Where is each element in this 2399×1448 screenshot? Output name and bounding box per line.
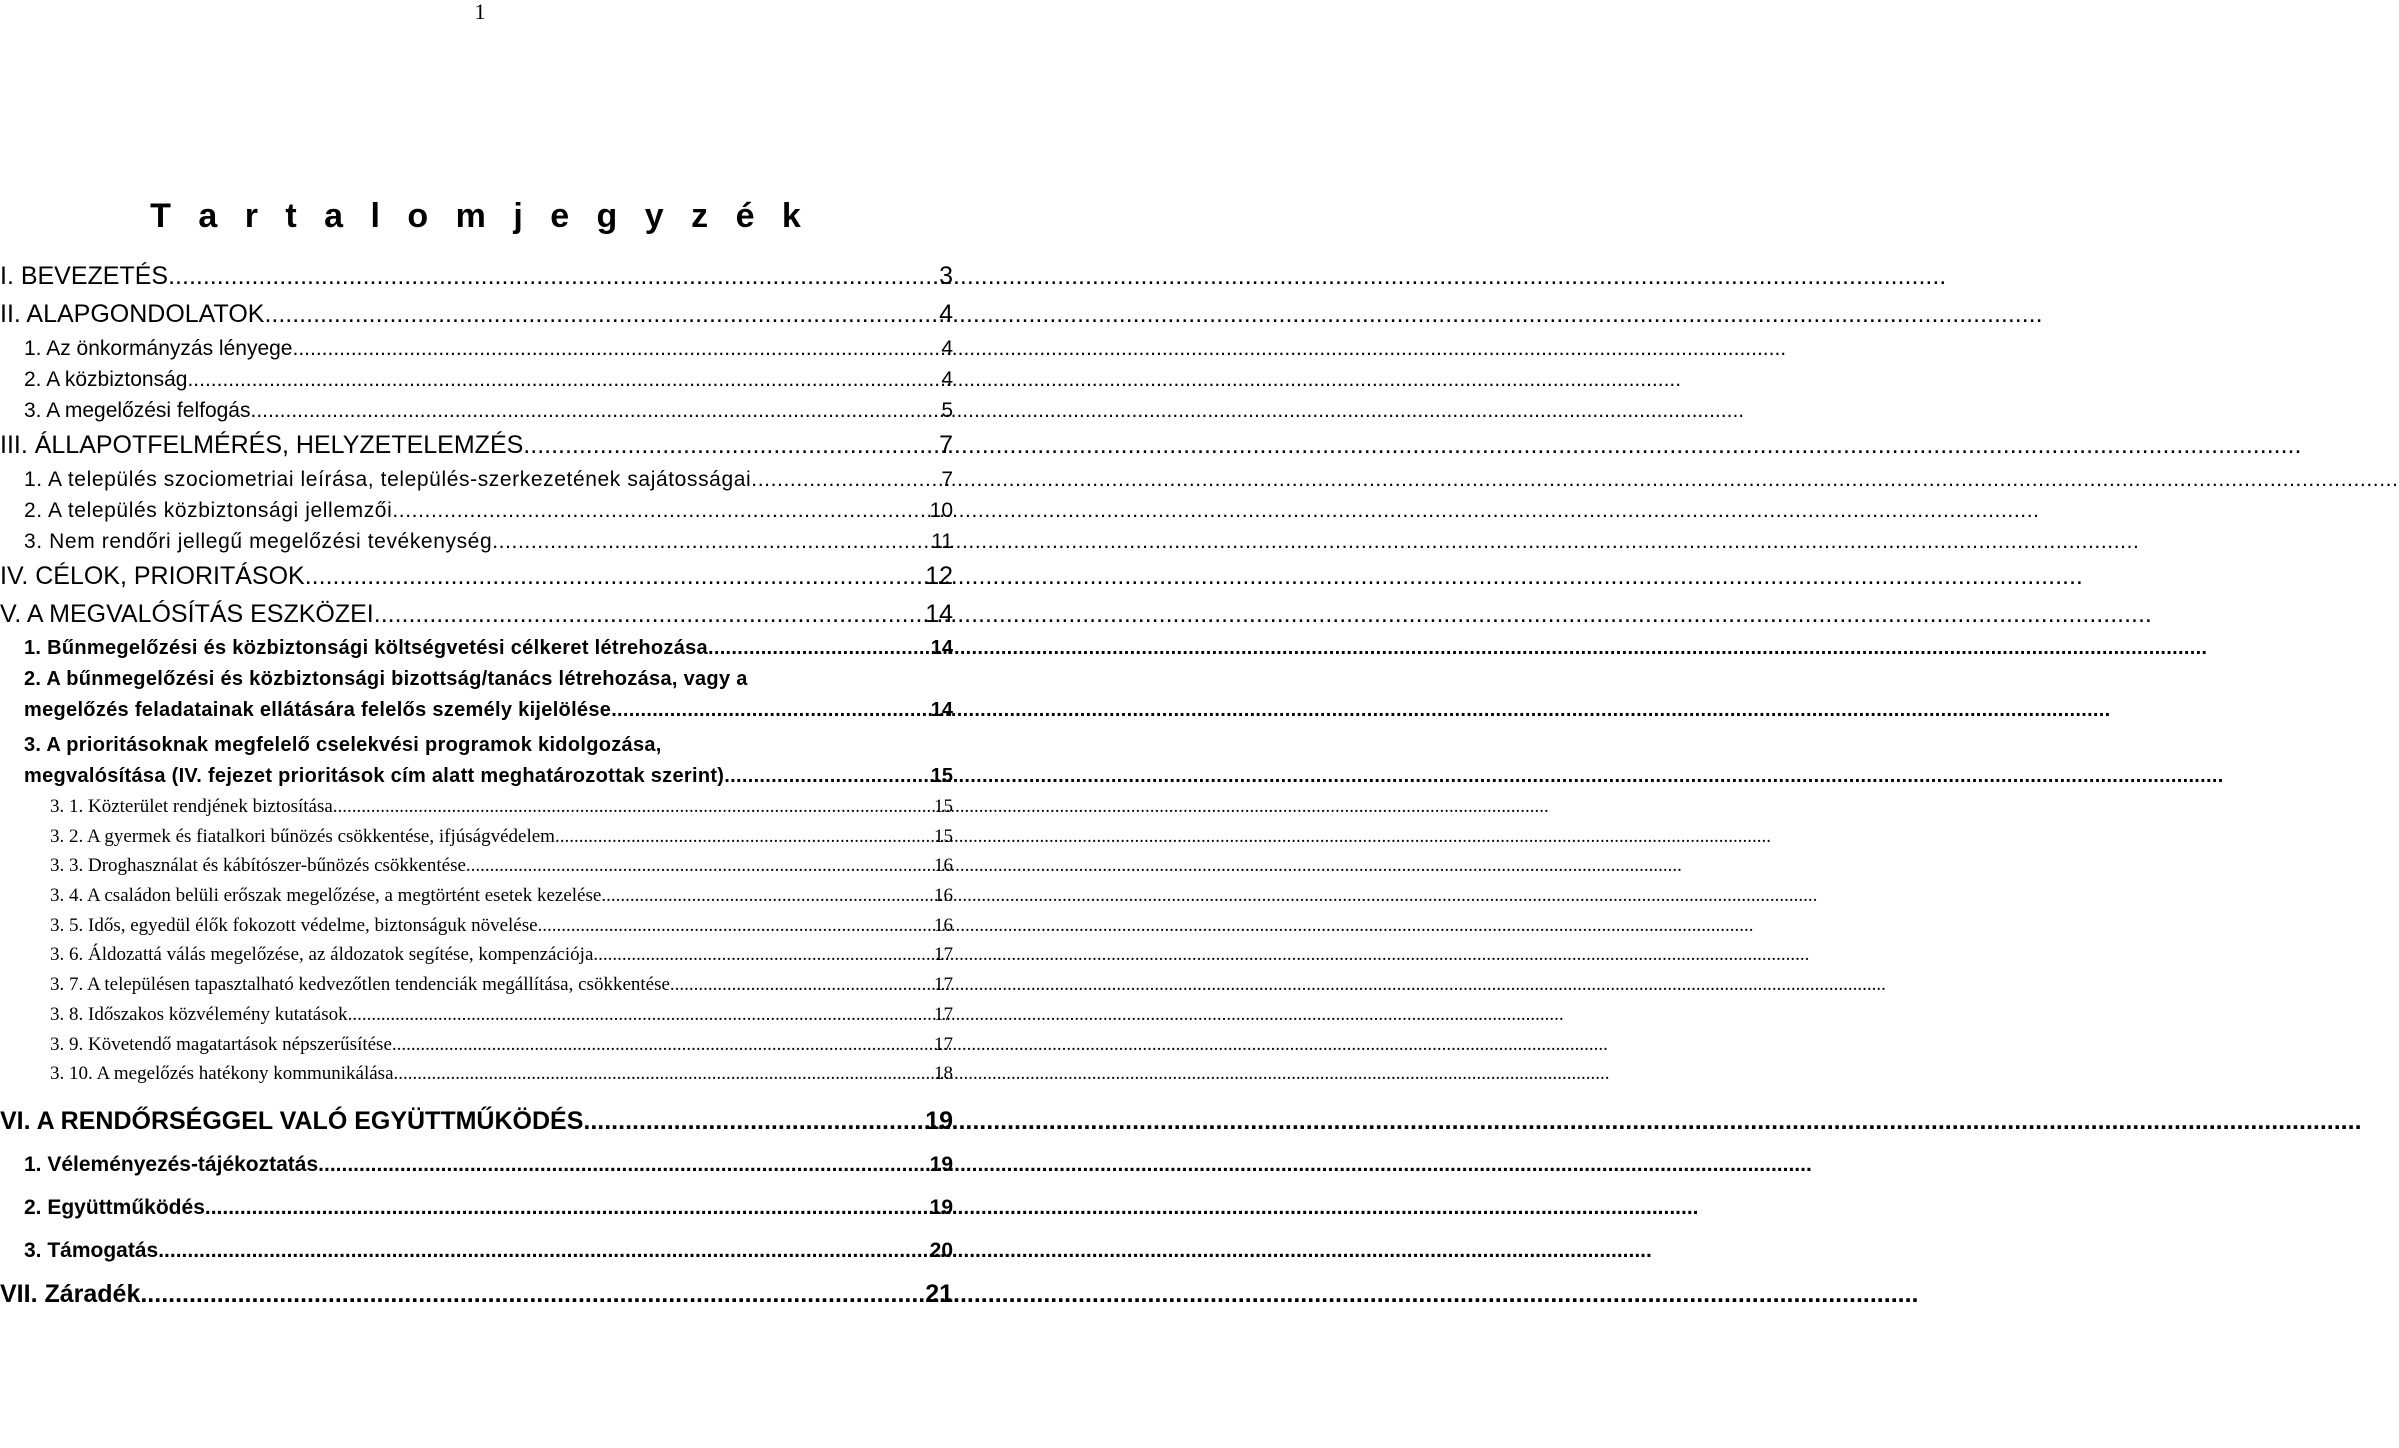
dot-leader (158, 1229, 926, 1272)
toc-entry-label: 2. A település közbiztonsági jellemzői (24, 499, 393, 522)
dot-leader (140, 1272, 913, 1316)
toc-entry-label: 3. 9. Követendő magatartások népszerűsítése (50, 1033, 392, 1055)
toc-entry-line2 (24, 761, 953, 792)
toc-entry-label: 3. 6. Áldozattá válás megelőzése, az áldozatok segítése, kompenzációja (50, 944, 594, 966)
toc-entry-v[interactable] (0, 595, 960, 633)
toc-entry-page: 20 (929, 1238, 953, 1262)
toc-entry-page: 14 (930, 637, 953, 659)
dot-leader (394, 1059, 932, 1089)
toc-entry-page: 15 (934, 825, 953, 847)
toc-entry-page: 7 (939, 431, 953, 459)
toc-entry-page: 7 (941, 468, 953, 491)
toc-entry-label: 3. 2. A gyermek és fiatalkori bűnözés csökkentése, ifjúságvédelem (50, 825, 555, 847)
toc-entry-label: 2. A közbiztonság (24, 368, 188, 391)
toc-entry-page: 16 (934, 855, 953, 877)
toc-entry-page: 5 (941, 399, 953, 422)
dot-leader (187, 364, 938, 395)
toc-entry-label: 1. Véleményezés-tájékoztatás (24, 1152, 319, 1176)
toc-entry-label: IV. CÉLOK, PRIORITÁSOK (0, 562, 305, 590)
dot-leader (318, 1143, 926, 1186)
dot-leader (751, 464, 938, 495)
dot-leader (305, 557, 911, 595)
toc-entry-v-3-6[interactable] (0, 940, 960, 970)
toc-entry-v-2[interactable] (0, 664, 960, 726)
toc-entry-page: 11 (931, 530, 953, 553)
toc-entry-label: 3. 1. Közterület rendjének biztosítása (50, 796, 333, 817)
toc-entry-page: 19 (925, 1106, 953, 1135)
toc-entry-page: 16 (934, 885, 953, 907)
toc-entry-page: 4 (941, 337, 953, 360)
toc-entry-ii-alapgondolatok[interactable] (0, 295, 960, 333)
toc-entry-page: 10 (929, 499, 953, 522)
toc-entry-iv[interactable] (0, 557, 960, 595)
toc-entry-label: III. ÁLLAPOTFELMÉRÉS, HELYZETELEMZÉS (0, 431, 524, 459)
toc-entry-vi-1[interactable] (0, 1143, 960, 1186)
toc-entry-label-line1: 3. A prioritásoknak megfelelő cselekvési programok kidolgozása, (24, 734, 662, 756)
toc-entry-vi[interactable] (0, 1099, 960, 1143)
dot-leader (205, 1186, 927, 1229)
toc-entry-iii-3[interactable] (0, 526, 960, 557)
toc-entry-label: VI. A RENDŐRSÉGGEL VALÓ EGYÜTTMŰKÖDÉS (0, 1106, 584, 1135)
dot-leader (670, 970, 932, 1000)
toc-entry-label: 1. Bűnmegelőzési és közbiztonsági költségvetési célkeret létrehozása (24, 637, 708, 659)
dot-leader (708, 633, 928, 664)
toc-entry-page: 16 (934, 914, 953, 936)
toc-entry-label-line2: megvalósítása (IV. fejezet prioritások cím alatt meghatározottak szerint) (24, 765, 725, 787)
toc-entry-v-3-7[interactable] (0, 970, 960, 1000)
toc-entry-page: 18 (934, 1063, 953, 1085)
dot-leader (555, 822, 932, 852)
toc-entry-page: 21 (925, 1279, 953, 1308)
page-number: 1 (474, 0, 486, 24)
toc-entry-v-3-2[interactable] (0, 822, 960, 852)
dot-leader (538, 911, 932, 941)
toc-entry-iii-2[interactable] (0, 495, 960, 526)
toc-entry-iii-1[interactable] (0, 464, 960, 495)
toc-entry-v-3-4[interactable] (0, 881, 960, 911)
toc-entry-label: V. A MEGVALÓSÍTÁS ESZKÖZEI (0, 600, 374, 628)
toc-entry-page: 3 (939, 262, 953, 290)
toc-entry-label: 3. 5. Idős, egyedül élők fokozott védelme, biztonságuk növelése (50, 914, 538, 936)
dot-leader (466, 851, 932, 881)
dot-leader (250, 395, 938, 426)
toc-entry-label: 2. Együttműködés (24, 1195, 205, 1219)
toc-entry-ii-3[interactable] (0, 395, 960, 426)
toc-entry-v-1[interactable] (0, 633, 960, 664)
dot-leader (264, 295, 925, 333)
toc-entry-label: 3. 4. A családon belüli erőszak megelőzése, a megtörtént esetek kezelése (50, 885, 602, 907)
toc-entry-vii[interactable] (0, 1272, 960, 1316)
toc-entry-v-3-8[interactable] (0, 1000, 960, 1030)
toc-entry-label: 3. 3. Droghasználat és kábítószer-bűnözés csökkentése (50, 855, 466, 877)
toc-entry-page: 15 (930, 765, 953, 787)
dot-leader (333, 792, 932, 822)
toc-entry-label: 3. 8. Időszakos közvélemény kutatások (50, 1003, 348, 1025)
toc-entry-page: 17 (934, 974, 953, 996)
toc-entry-label: II. ALAPGONDOLATOK (0, 300, 265, 328)
toc-entry-i-bevezetes[interactable] (0, 257, 960, 295)
toc-entry-v-3-3[interactable] (0, 851, 960, 881)
dot-leader (724, 761, 927, 792)
dot-leader (601, 881, 932, 911)
toc-entry-label-line2: megelőzés feladatainak ellátására felelős személy kijelölése (24, 699, 612, 721)
dot-leader (523, 426, 925, 464)
toc-entry-v-3-10[interactable] (0, 1059, 960, 1089)
dot-leader (348, 1000, 932, 1030)
toc-entry-label-line1: 2. A bűnmegelőzési és közbiztonsági bizottság/tanács létrehozása, vagy a (24, 668, 748, 690)
toc-entry-page: 14 (925, 600, 953, 628)
toc-entry-page: 19 (929, 1152, 953, 1176)
toc-entry-page: 17 (934, 1033, 953, 1055)
toc-entry-vi-3[interactable] (0, 1229, 960, 1272)
toc-entry-label: 3. 10. A megelőzés hatékony kommunikálása (50, 1063, 394, 1085)
toc-entry-page: 12 (925, 562, 953, 590)
toc-entry-line2 (24, 695, 953, 726)
dot-leader (293, 333, 939, 364)
toc-entry-label: VII. Záradék (0, 1279, 141, 1308)
toc-entry-ii-2[interactable] (0, 364, 960, 395)
toc-entry-label: 1. A település szociometriai leírása, település-szerkezetének sajátosságai (24, 468, 752, 491)
toc-entry-label: 3. A megelőzési felfogás (24, 399, 251, 422)
toc-entry-page: 19 (929, 1195, 953, 1219)
toc-entry-label: 3. Támogatás (24, 1238, 159, 1262)
toc-entry-page: 4 (939, 300, 953, 328)
toc-entry-iii[interactable] (0, 426, 960, 464)
toc-entry-page: 17 (934, 944, 953, 966)
toc-entry-v-3-1[interactable] (0, 792, 960, 822)
toc-entry-page: 4 (941, 368, 953, 391)
toc-entry-label: 1. Az önkormányzás lényege (24, 337, 293, 360)
dot-leader (392, 1030, 932, 1060)
dot-leader (583, 1099, 913, 1143)
toc-entry-v-3[interactable] (0, 730, 960, 792)
toc-entry-page: 17 (934, 1003, 953, 1025)
dot-leader (392, 495, 926, 526)
toc-entry-ii-1[interactable] (0, 333, 960, 364)
dot-leader (611, 695, 928, 726)
toc-entry-label: 3. 7. A településen tapasztalható kedvezőtlen tendenciák megállítása, csökkentése (50, 974, 670, 996)
toc-entry-v-3-9[interactable] (0, 1030, 960, 1060)
toc-entry-label: I. BEVEZETÉS (0, 262, 169, 290)
toc-entry-page: 14 (930, 699, 953, 721)
toc-entry-vi-2[interactable] (0, 1186, 960, 1229)
toc-entry-v-3-5[interactable] (0, 911, 960, 941)
dot-leader (593, 940, 932, 970)
toc-entry-label: 3. Nem rendőri jellegű megelőzési tevékenység (24, 530, 493, 553)
table-of-contents (0, 257, 960, 1316)
dot-leader (168, 257, 925, 295)
dot-leader (374, 595, 911, 633)
dot-leader (492, 526, 928, 557)
toc-title: T a r t a l o m j e g y z é k (150, 197, 810, 235)
toc-entry-page: 15 (934, 796, 953, 817)
